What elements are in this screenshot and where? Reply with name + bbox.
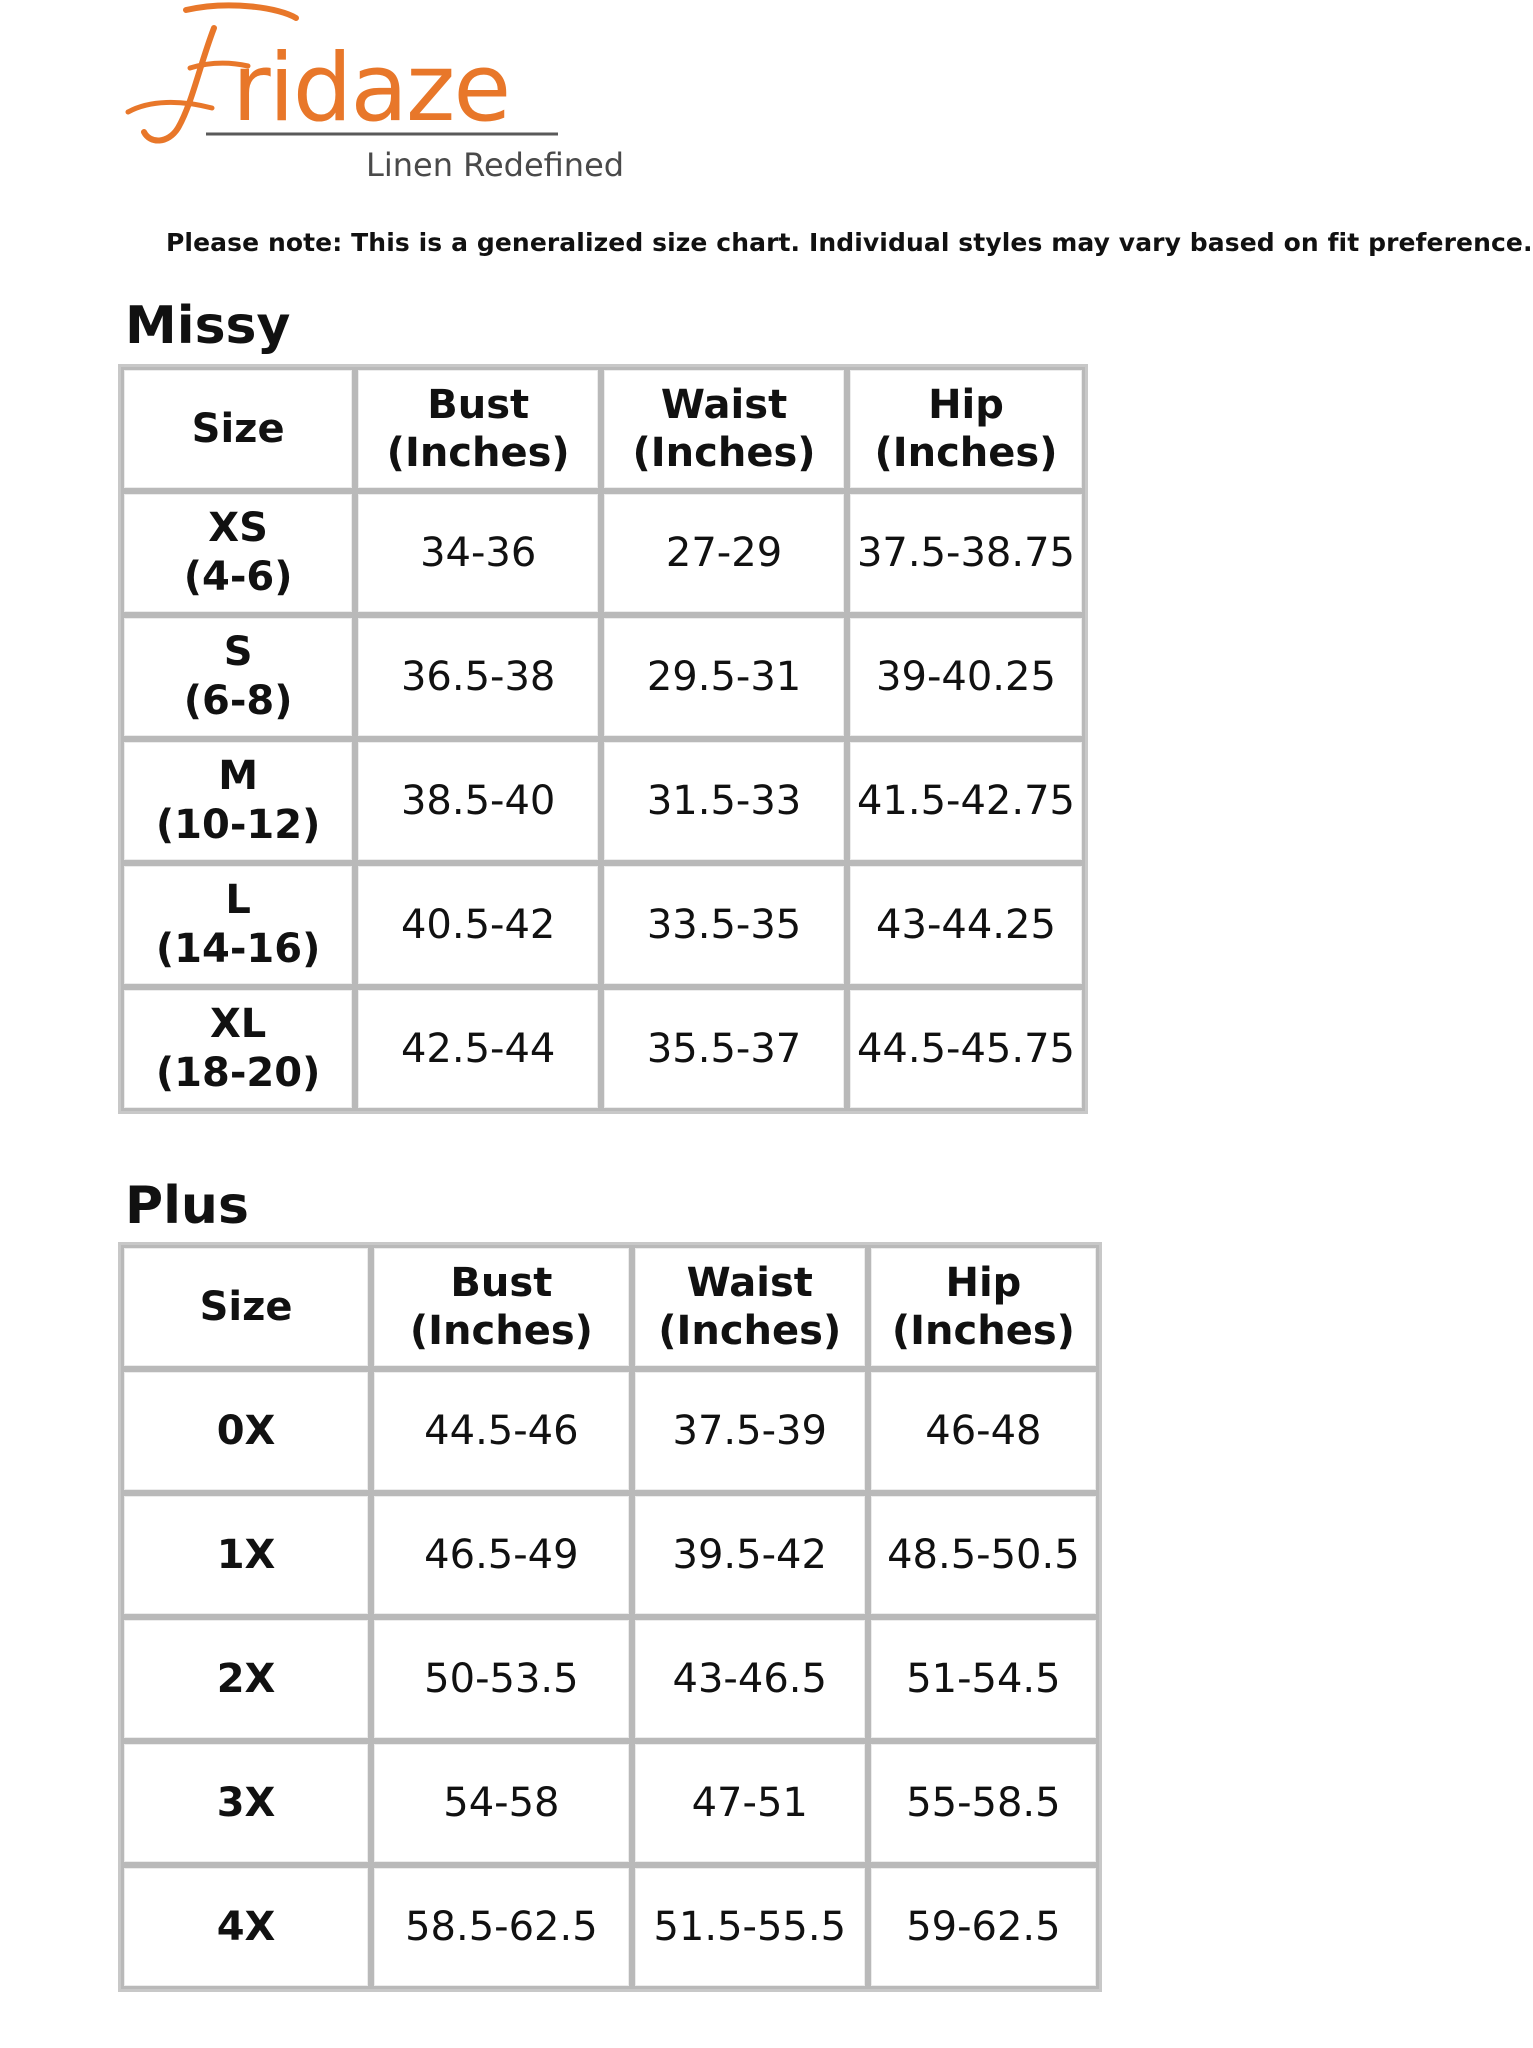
waist-header: Waist (Inches) xyxy=(632,1245,868,1369)
table-row xyxy=(121,1617,1099,1741)
bust-cell: 58.5-62.5 xyxy=(371,1865,632,1989)
bust-cell: 34-36 xyxy=(355,491,601,615)
missy-size-table xyxy=(118,364,1088,1114)
size-cell: 0X xyxy=(121,1369,371,1493)
waist-cell: 27-29 xyxy=(601,491,847,615)
size-cell: XL (18-20) xyxy=(121,987,355,1111)
brand-name: ridaze xyxy=(232,34,510,143)
waist-header: Waist (Inches) xyxy=(601,367,847,491)
bust-header: Bust (Inches) xyxy=(355,367,601,491)
bust-cell: 38.5-40 xyxy=(355,739,601,863)
missy-section-title: Missy xyxy=(125,296,291,356)
size-cell: L (14-16) xyxy=(121,863,355,987)
waist-cell: 29.5-31 xyxy=(601,615,847,739)
table-header-row xyxy=(121,1245,1099,1369)
hip-cell: 48.5-50.5 xyxy=(868,1493,1099,1617)
hip-header: Hip (Inches) xyxy=(847,367,1085,491)
table-header-row xyxy=(121,367,1085,491)
plus-section-title: Plus xyxy=(125,1176,249,1236)
table-row xyxy=(121,739,1085,863)
table-row xyxy=(121,1741,1099,1865)
table-row xyxy=(121,491,1085,615)
fridaze-logo-art xyxy=(120,4,625,184)
hip-cell: 51-54.5 xyxy=(868,1617,1099,1741)
size-cell: 4X xyxy=(121,1865,371,1989)
table-row xyxy=(121,987,1085,1111)
bust-cell: 40.5-42 xyxy=(355,863,601,987)
size-chart-note: Please note: This is a generalized size chart. Individual styles may vary based on fit preference. xyxy=(166,228,1533,257)
hip-cell: 55-58.5 xyxy=(868,1741,1099,1865)
size-cell: S (6-8) xyxy=(121,615,355,739)
hip-cell: 59-62.5 xyxy=(868,1865,1099,1989)
hip-cell: 39-40.25 xyxy=(847,615,1085,739)
brand-tagline: Linen Redefined xyxy=(366,146,625,184)
waist-cell: 47-51 xyxy=(632,1741,868,1865)
bust-header: Bust (Inches) xyxy=(371,1245,632,1369)
plus-size-table xyxy=(118,1242,1102,1992)
table-row xyxy=(121,615,1085,739)
hip-cell: 46-48 xyxy=(868,1369,1099,1493)
size-cell: 3X xyxy=(121,1741,371,1865)
hip-cell: 37.5-38.75 xyxy=(847,491,1085,615)
waist-cell: 51.5-55.5 xyxy=(632,1865,868,1989)
waist-cell: 37.5-39 xyxy=(632,1369,868,1493)
size-cell: 2X xyxy=(121,1617,371,1741)
waist-cell: 43-46.5 xyxy=(632,1617,868,1741)
table-row xyxy=(121,1493,1099,1617)
size-cell: 1X xyxy=(121,1493,371,1617)
table-row xyxy=(121,1865,1099,1989)
size-cell: M (10-12) xyxy=(121,739,355,863)
waist-cell: 39.5-42 xyxy=(632,1493,868,1617)
hip-cell: 43-44.25 xyxy=(847,863,1085,987)
table-row xyxy=(121,863,1085,987)
size-header: Size xyxy=(121,367,355,491)
table-row xyxy=(121,1369,1099,1493)
bust-cell: 50-53.5 xyxy=(371,1617,632,1741)
hip-cell: 41.5-42.75 xyxy=(847,739,1085,863)
size-cell: XS (4-6) xyxy=(121,491,355,615)
hip-cell: 44.5-45.75 xyxy=(847,987,1085,1111)
bust-cell: 44.5-46 xyxy=(371,1369,632,1493)
size-header: Size xyxy=(121,1245,371,1369)
bust-cell: 42.5-44 xyxy=(355,987,601,1111)
waist-cell: 31.5-33 xyxy=(601,739,847,863)
waist-cell: 33.5-35 xyxy=(601,863,847,987)
waist-cell: 35.5-37 xyxy=(601,987,847,1111)
bust-cell: 54-58 xyxy=(371,1741,632,1865)
bust-cell: 36.5-38 xyxy=(355,615,601,739)
brand-logo xyxy=(120,4,625,184)
bust-cell: 46.5-49 xyxy=(371,1493,632,1617)
hip-header: Hip (Inches) xyxy=(868,1245,1099,1369)
